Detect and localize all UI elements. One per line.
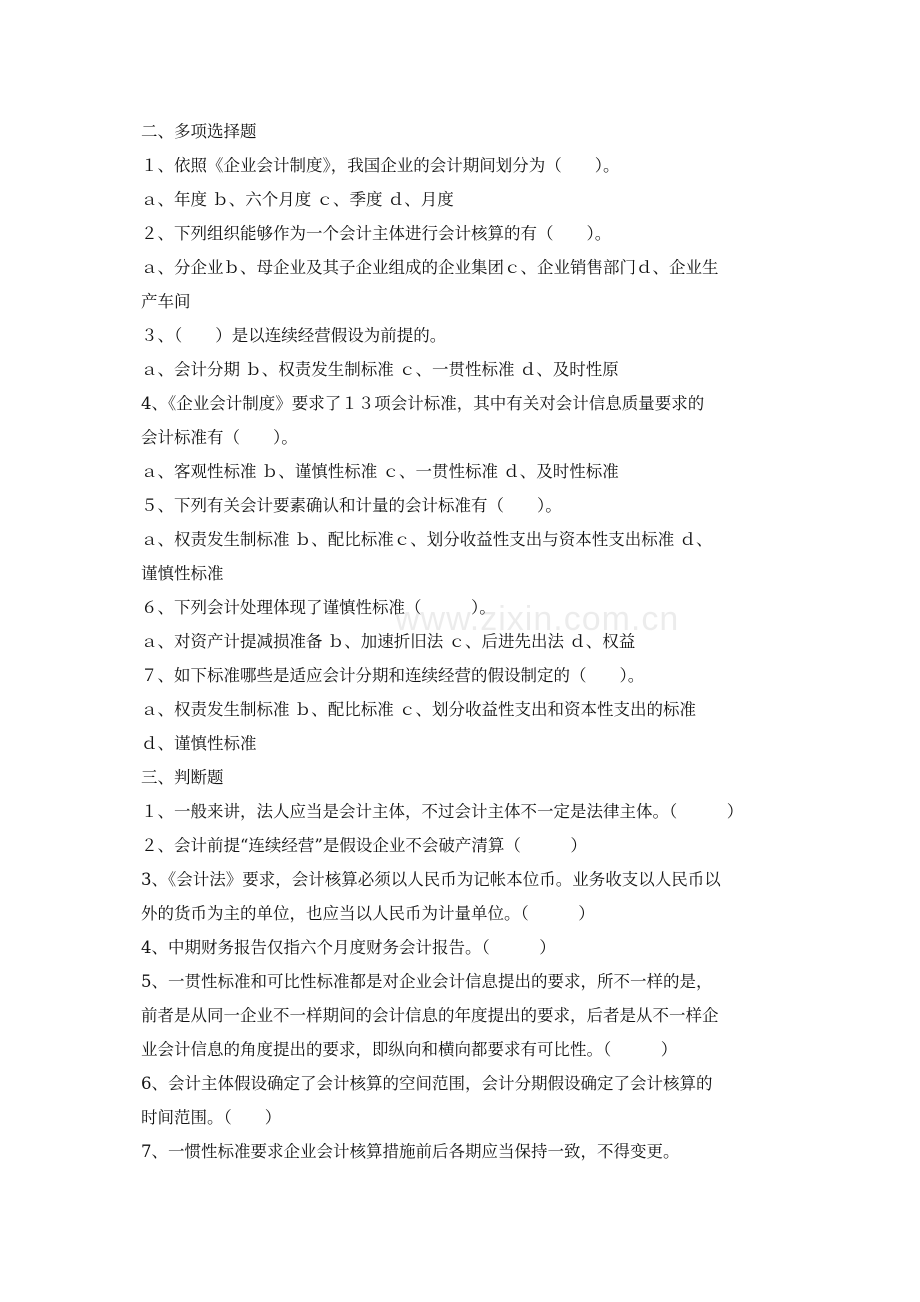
statement-line: 3、《会计法》要求，会计核算必须以人民币为记帐本位币。业务收支以人民币以 <box>141 870 721 889</box>
option-line-continued: 产车间 <box>141 292 191 311</box>
statement-line-continued: 业会计信息的角度提出的要求，即纵向和横向都要求有可比性。（ ） <box>141 1040 678 1059</box>
document-body <box>141 115 786 1169</box>
question-line: ５、下列有关会计要素确认和计量的会计标准有（ ）。 <box>141 496 562 515</box>
option-line: ａ、权责发生制标准 ｂ、配比标准 ｃ、划分收益性支出和资本性支出的标准 <box>141 700 696 719</box>
statement-line-continued: 前者是从同一企业不一样期间的会计信息的年度提出的要求，后者是从不一样企 <box>141 1006 719 1025</box>
question-line: ６、下列会计处理体现了谨慎性标准（ ）。 <box>141 598 496 617</box>
watermark: www.zixin.com.cn <box>395 600 680 638</box>
option-line: ａ、权责发生制标准 ｂ、配比标准ｃ、划分收益性支出与资本性支出标准 ｄ、 <box>141 530 713 549</box>
section-heading-true-false: 三、判断题 <box>141 768 224 787</box>
question-line: 4、《企业会计制度》要求了１３项会计标准，其中有关对会计信息质量要求的 <box>141 394 705 413</box>
option-line-continued: ｄ、谨慎性标准 <box>141 734 257 753</box>
question-line: ７、如下标准哪些是适应会计分期和连续经营的假设制定的（ ）。 <box>141 666 645 685</box>
option-line: ａ、年度 ｂ、六个月度 ｃ、季度 ｄ、月度 <box>141 190 454 209</box>
statement-line-continued: 外的货币为主的单位，也应当以人民币为计量单位。（ ） <box>141 904 595 923</box>
section-heading-multiple-choice: 二、多项选择题 <box>141 122 257 141</box>
question-line: ３、（ ）是以连续经营假设为前提的。 <box>141 326 447 345</box>
statement-line: １、一般来讲，法人应当是会计主体，不过会计主体不一定是法律主体。（ ） <box>141 802 744 821</box>
statement-line: ２、会计前提“连续经营”是假设企业不会破产清算（ ） <box>141 836 587 855</box>
question-line: １、依照《企业会计制度》，我国企业的会计期间划分为（ ）。 <box>141 156 620 175</box>
statement-line: 7、一惯性标准要求企业会计核算措施前后各期应当保持一致，不得变更。 <box>141 1142 680 1161</box>
statement-line-continued: 时间范围。（ ） <box>141 1108 282 1127</box>
statement-line: 5、一贯性标准和可比性标准都是对企业会计信息提出的要求，所不一样的是， <box>141 972 713 991</box>
option-line: ａ、会计分期 ｂ、权责发生制标准 ｃ、一贯性标准 ｄ、及时性原 <box>141 360 619 379</box>
option-line: ａ、对资产计提减损准备 ｂ、加速折旧法 ｃ、后进先出法 ｄ、权益 <box>141 632 636 651</box>
statement-line: 6、会计主体假设确定了会计核算的空间范围，会计分期假设确定了会计核算的 <box>141 1074 713 1093</box>
option-line-continued: 谨慎性标准 <box>141 564 224 583</box>
statement-line: 4、中期财务报告仅指六个月度财务会计报告。（ ） <box>141 938 556 957</box>
question-line: ２、下列组织能够作为一个会计主体进行会计核算的有（ ）。 <box>141 224 612 243</box>
question-line-continued: 会计标准有（ ）。 <box>141 428 298 447</box>
option-line: ａ、客观性标准 ｂ、谨慎性标准 ｃ、一贯性标准 ｄ、及时性标准 <box>141 462 619 481</box>
option-line: ａ、分企业ｂ、母企业及其子企业组成的企业集团ｃ、企业销售部门ｄ、企业生 <box>141 258 719 277</box>
